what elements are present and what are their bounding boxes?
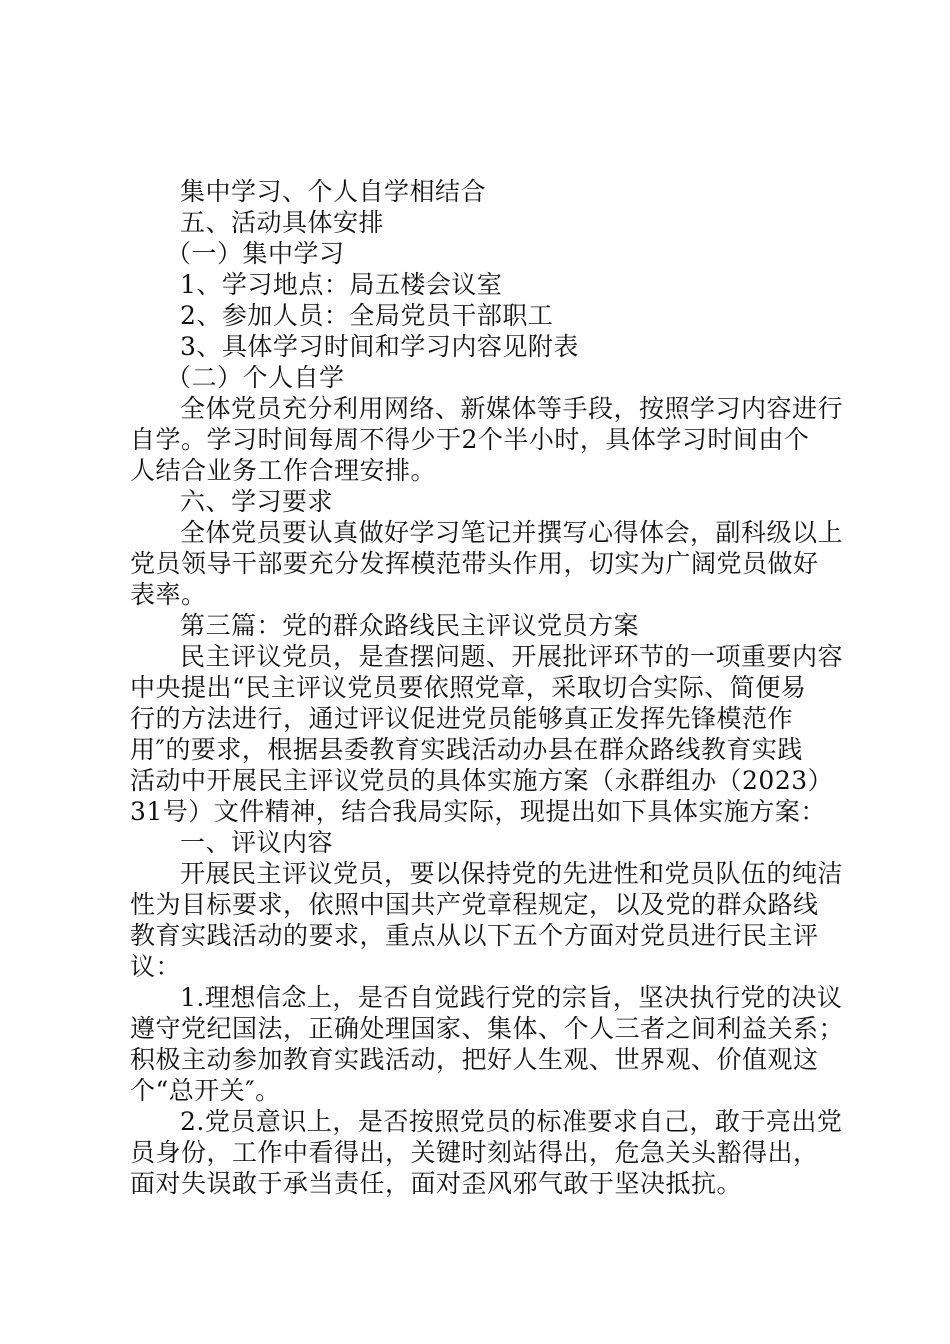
- paragraph-line: 中央提出“民主评议党员要依照党章，采取切合实际、简便易: [130, 673, 807, 702]
- paragraph-line: 党员领导干部要充分发挥模范带头作用，切实为广阔党员做好: [130, 549, 819, 578]
- paragraph-line: 个“总开关″。: [130, 1076, 281, 1105]
- paragraph-line: 遵守党纪国法，正确处理国家、集体、个人三者之间利益关系；: [130, 1014, 845, 1043]
- paragraph-line: 性为目标要求，依照中国共产党章程规定，以及党的群众路线: [130, 890, 819, 919]
- paragraph-line: 民主评议党员，是查摆问题、开展批评环节的一项重要内容: [180, 642, 844, 671]
- section-heading: 五、活动具体安排: [180, 208, 385, 237]
- paragraph-line: 活动中开展民主评议党员的具体实施方案（永群组办（2023）: [130, 766, 834, 795]
- section-heading: 六、学习要求: [180, 487, 334, 516]
- paragraph-line: 行的方法进行，通过评议促进党员能够真正发挥先锋模范作: [130, 704, 794, 733]
- list-item: 2.党员意识上，是否按照党员的标准要求自己，敢于亮出党: [180, 1107, 843, 1136]
- text-line: 集中学习、个人自学相结合: [180, 177, 487, 206]
- paragraph-line: 教育实践活动的要求，重点从以下五个方面对党员进行民主评: [130, 921, 819, 950]
- paragraph-line: 积极主动参加教育实践活动，把好人生观、世界观、价值观这: [130, 1045, 819, 1074]
- chapter-title: 第三篇：党的群众路线民主评议党员方案: [180, 611, 640, 640]
- subsection-heading: （一）集中学习: [166, 239, 345, 268]
- paragraph-line: 表率。: [130, 580, 207, 609]
- paragraph-line: 自学。学习时间每周不得少于2个半小时，具体学习时间由个: [130, 425, 810, 454]
- paragraph-line: 31号）文件精神，结合我局实际，现提出如下具体实施方案：: [130, 797, 826, 826]
- paragraph-line: 开展民主评议党员，要以保持党的先进性和党员队伍的纯洁: [180, 859, 844, 888]
- paragraph-line: 全体党员要认真做好学习笔记并撰写心得体会，副科级以上: [180, 518, 844, 547]
- list-item: 3、具体学习时间和学习内容见附表: [180, 332, 579, 361]
- paragraph-line: 员身份，工作中看得出，关键时刻站得出，危急关头豁得出，: [130, 1138, 819, 1167]
- paragraph-line: 议：: [130, 952, 182, 981]
- list-item: 1.理想信念上，是否自觉践行党的宗旨，坚决执行党的决议: [180, 983, 843, 1012]
- list-item: 1、学习地点：局五楼会议室: [180, 270, 503, 299]
- paragraph-line: 面对失误敢于承当责任，面对歪风邪气敢于坚决抵抗。: [130, 1169, 743, 1198]
- paragraph-line: 用″的要求，根据县委教育实践活动办县在群众路线教育实践: [130, 735, 803, 764]
- paragraph-line: 全体党员充分利用网络、新媒体等手段，按照学习内容进行: [180, 394, 844, 423]
- subsection-heading: （二）个人自学: [166, 363, 345, 392]
- section-heading: 一、评议内容: [180, 828, 334, 857]
- paragraph-line: 人结合业务工作合理安排。: [130, 456, 437, 485]
- list-item: 2、参加人员：全局党员干部职工: [180, 301, 554, 330]
